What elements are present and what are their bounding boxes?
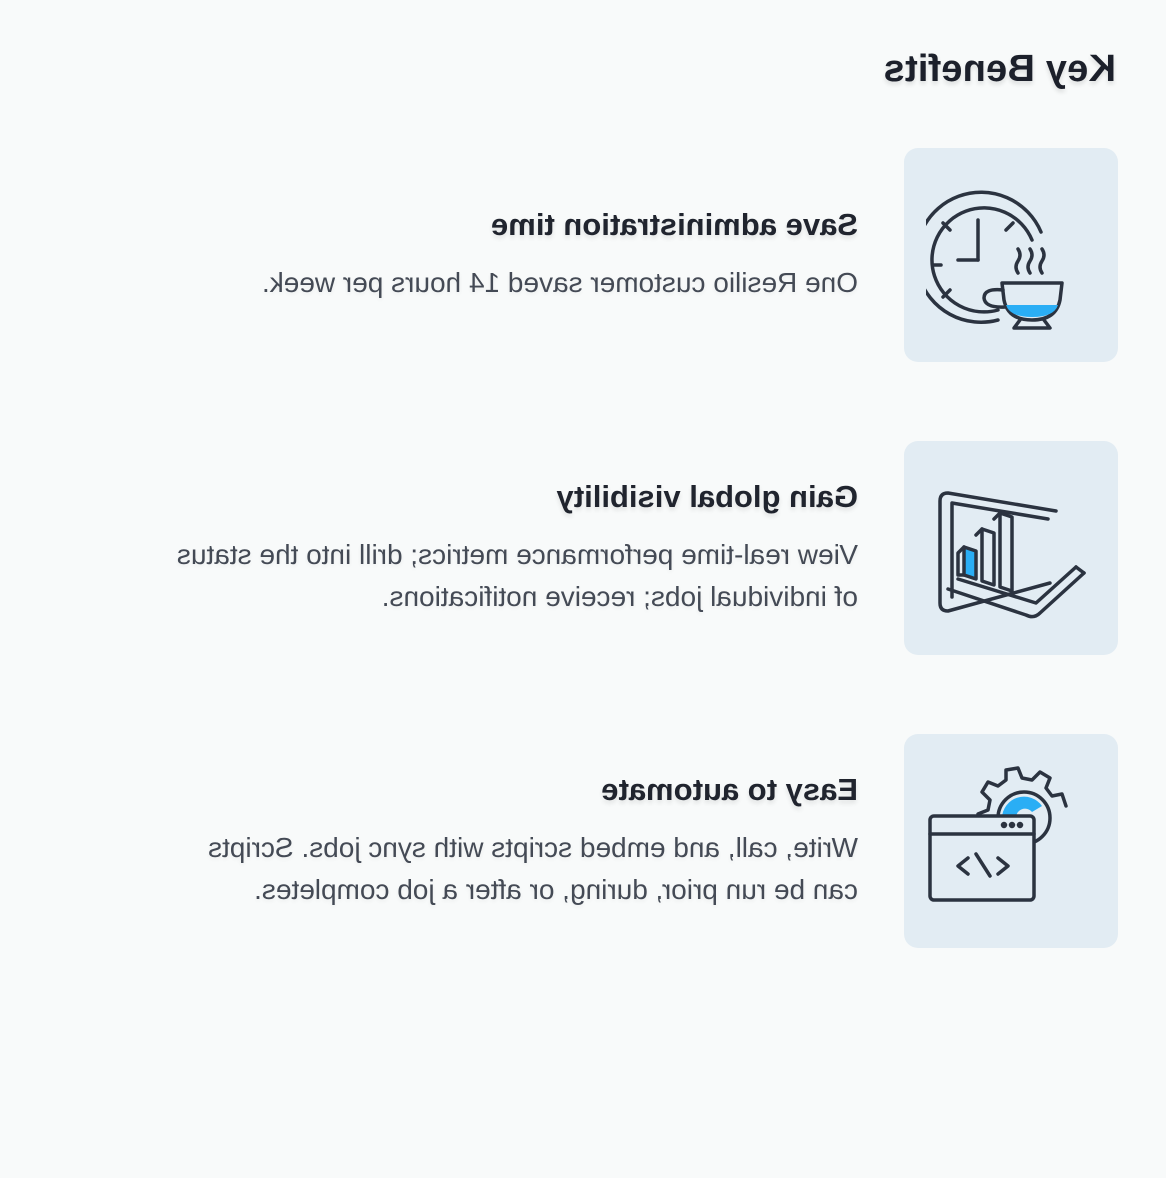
benefit-description: One Resilio customer saved 14 hours per week. xyxy=(261,266,858,298)
benefit-text xyxy=(158,734,858,948)
icon-card xyxy=(904,441,1118,655)
section-title: Key Benefits xyxy=(883,48,1116,90)
benefit-title: Gain global visibility xyxy=(556,479,858,515)
benefit-item-automate xyxy=(198,734,1118,948)
benefit-description: View real-time performance metrics; drill into the status of individual jobs; receive notifications. xyxy=(176,538,858,612)
benefit-title: Easy to automate xyxy=(601,772,858,808)
benefit-text xyxy=(158,148,858,362)
benefit-title: Save administration time xyxy=(491,207,858,243)
coffee-clock-icon xyxy=(926,170,1096,340)
laptop-bar-chart-icon xyxy=(926,463,1096,633)
code-window-gear-icon xyxy=(926,756,1096,926)
benefit-description: Write, call, and embed scripts with sync jobs. Scripts can be run prior, during, or after a job completes. xyxy=(208,831,858,905)
benefit-item-save-time xyxy=(198,148,1118,362)
icon-card xyxy=(904,734,1118,948)
icon-card xyxy=(904,148,1118,362)
benefit-item-visibility xyxy=(176,441,1118,655)
benefit-text xyxy=(158,441,858,655)
